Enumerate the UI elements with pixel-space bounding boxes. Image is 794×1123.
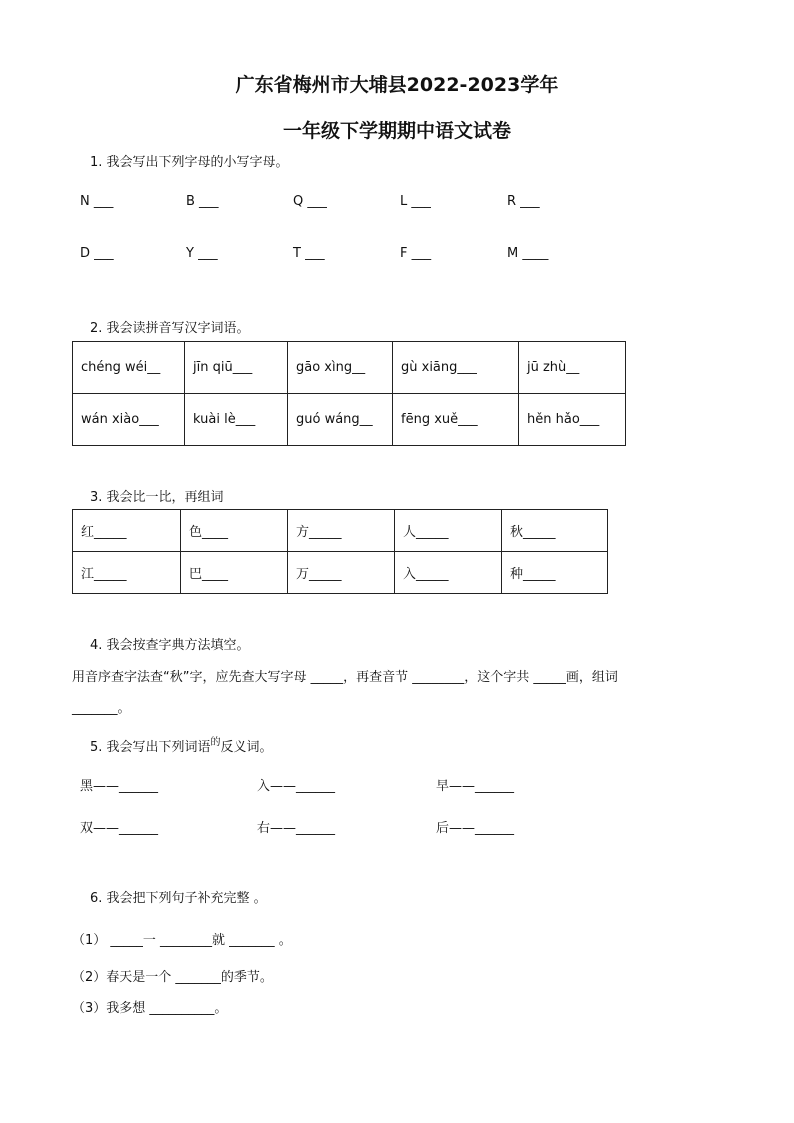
q1-item: B ___: [186, 194, 219, 209]
q4-heading: 4. 我会按查字典方法填空。: [90, 638, 250, 653]
char-cell: 万_____: [288, 552, 395, 594]
q6-sentence-1: （1） _____一 ________就 _______ 。: [72, 933, 292, 948]
char-cell: 江_____: [73, 552, 181, 594]
q1-item: Y ___: [186, 246, 218, 261]
q1-item: T ___: [293, 246, 325, 261]
char-cell: 秋_____: [502, 510, 608, 552]
exam-title-line2: 一年级下学期期中语文试卷: [282, 120, 511, 142]
antonym-item: 右——______: [257, 821, 336, 836]
char-cell: 入_____: [395, 552, 502, 594]
antonym-item: 早——______: [436, 779, 515, 794]
q3-compare-table: [72, 509, 608, 594]
char-cell: 巴____: [181, 552, 288, 594]
pinyin-cell: wán xiào___: [73, 394, 185, 446]
q3-heading: 3. 我会比一比，再组词: [90, 490, 224, 505]
pinyin-cell: jū zhù__: [519, 342, 626, 394]
q1-item: R ___: [507, 194, 540, 209]
pinyin-cell: gù xiāng___: [393, 342, 519, 394]
antonym-item: 入——______: [257, 779, 336, 794]
table-row: [73, 394, 626, 446]
q1-item: F ___: [400, 246, 432, 261]
char-cell: 色____: [181, 510, 288, 552]
char-cell: 种_____: [502, 552, 608, 594]
pinyin-cell: hěn hǎo___: [519, 394, 626, 446]
q1-heading: 1. 我会写出下列字母的小写字母。: [90, 155, 289, 170]
q6-sentence-2: （2）春天是一个 _______的季节。: [72, 970, 273, 985]
char-cell: 方_____: [288, 510, 395, 552]
antonym-item: 黑——______: [80, 779, 159, 794]
table-row: [73, 342, 626, 394]
table-row: [73, 552, 608, 594]
pinyin-cell: chéng wéi__: [73, 342, 185, 394]
q5-heading-small: 的: [210, 737, 221, 748]
q1-item: D ___: [80, 246, 114, 261]
pinyin-cell: jīn qiū___: [185, 342, 288, 394]
q1-item: Q ___: [293, 194, 327, 209]
q1-item: N ___: [80, 194, 114, 209]
pinyin-cell: guó wáng__: [288, 394, 393, 446]
q2-pinyin-table: [72, 341, 626, 446]
q6-heading: 6. 我会把下列句子补充完整 。: [90, 891, 267, 906]
q4-line1: 用音序查字法查“秋”字，应先查大写字母 _____，再查音节 ________，这个字共 _____画，组词: [72, 670, 618, 685]
exam-title-line1: 广东省梅州市大埔县2022-2023学年: [235, 74, 559, 96]
char-cell: 人_____: [395, 510, 502, 552]
pinyin-cell: fēng xuě___: [393, 394, 519, 446]
char-cell: 红_____: [73, 510, 181, 552]
q5-heading-tail: 反义词。: [220, 740, 273, 755]
antonym-item: 双——______: [80, 821, 159, 836]
pinyin-cell: kuài lè___: [185, 394, 288, 446]
q5-heading-text: 5. 我会写出下列词语: [90, 740, 211, 755]
q1-item: L ___: [400, 194, 431, 209]
pinyin-cell: gāo xìng__: [288, 342, 393, 394]
q4-line2: _______。: [72, 701, 131, 716]
q2-heading: 2. 我会读拼音写汉字词语。: [90, 321, 250, 336]
antonym-item: 后——______: [436, 821, 515, 836]
q1-item: M ____: [507, 246, 549, 261]
q5-heading: [90, 736, 273, 755]
q6-sentence-3: （3）我多想 __________。: [72, 1001, 228, 1016]
table-row: [73, 510, 608, 552]
